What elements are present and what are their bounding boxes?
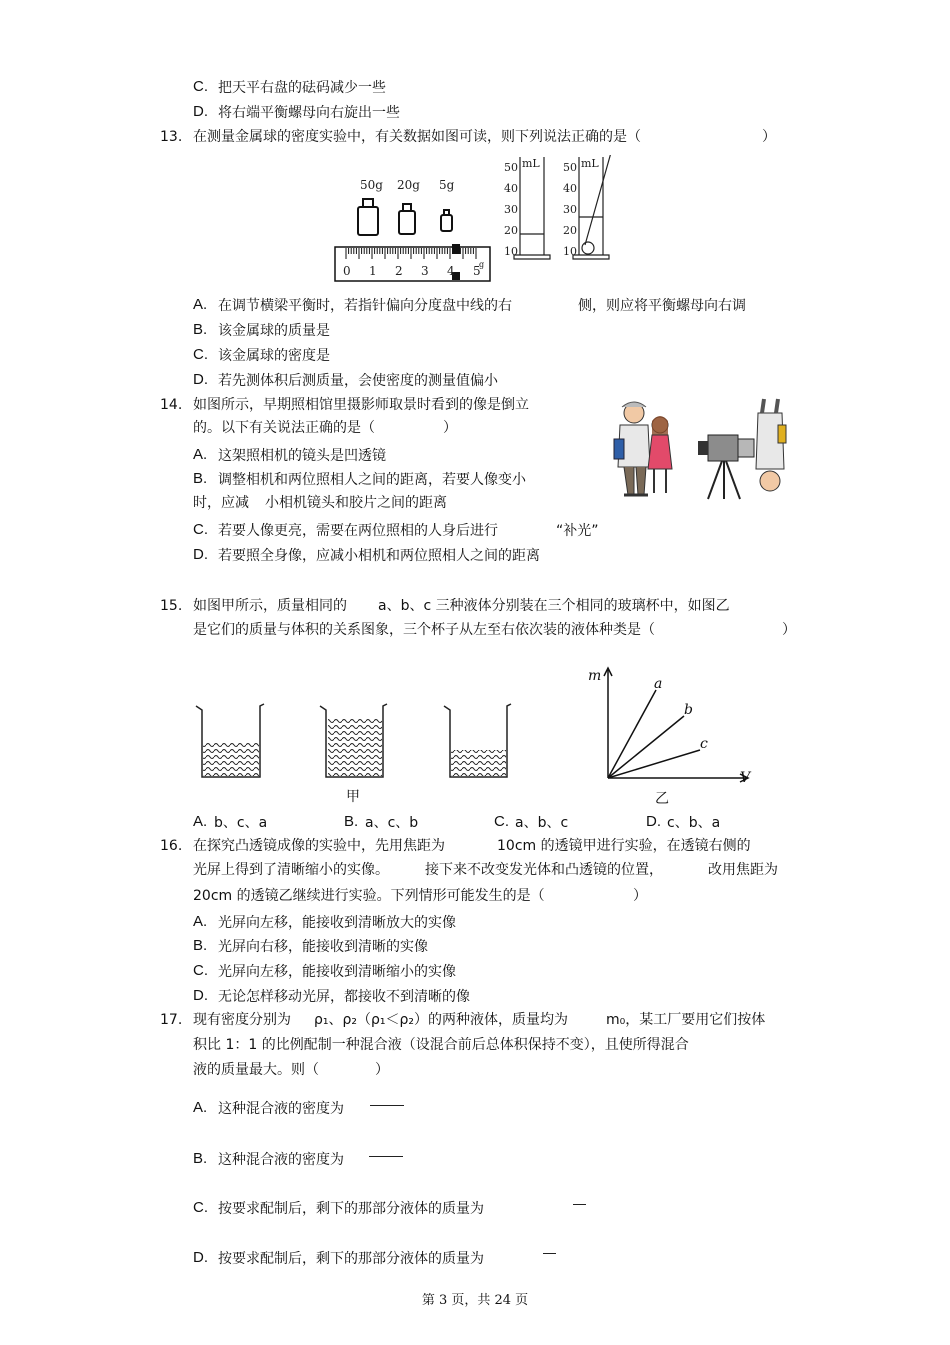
question-number: 17. [160, 1012, 183, 1028]
option-text: b、c、a [214, 815, 268, 831]
page-footer: 第 3 页，共 24 页 [421, 1293, 529, 1308]
svg-text:2: 2 [395, 264, 403, 278]
inverted-image-icon [756, 399, 786, 491]
question-stem: 接下来不改变发光体和凸透镜的位置， [425, 862, 663, 878]
answer-paren-close: ） [375, 1062, 389, 1078]
option-letter: B. [193, 321, 208, 338]
graph-line-b [608, 716, 684, 778]
option-letter: C. [193, 962, 208, 979]
option-letter: D. [193, 546, 208, 563]
svg-text:30: 30 [563, 203, 577, 216]
question-stem: 光屏上得到了清晰缩小的实像。 [193, 862, 389, 878]
graduated-cylinder-icon [514, 157, 550, 259]
fraction-bar [573, 1204, 586, 1205]
option-letter: D. [646, 813, 661, 830]
svg-text:50: 50 [504, 161, 518, 174]
answer-paren-close: ） [782, 622, 796, 638]
answer-paren-close: ） [443, 420, 457, 436]
option-letter: D. [193, 371, 208, 388]
svg-text:30: 30 [504, 203, 518, 216]
mass-volume-graph [580, 660, 760, 800]
option-text: 在调节横梁平衡时，若指针偏向分度盘中线的右 [218, 298, 512, 314]
svg-text:10: 10 [563, 245, 577, 258]
x-axis-label: V [740, 770, 751, 786]
camera-icon [698, 435, 754, 499]
graduated-cylinder-with-ball-icon [573, 155, 612, 259]
answer-paren-close: ） [762, 129, 776, 145]
option-letter: A. [193, 296, 208, 313]
question-stem: m₀，某工厂要用它们按体 [606, 1012, 766, 1028]
option-text: 将右端平衡螺母向右旋出一些 [218, 105, 400, 121]
question-stem: 的。以下有关说法正确的是（ [193, 420, 375, 436]
weight-label: 5g [439, 178, 455, 192]
svg-text:1: 1 [369, 264, 377, 278]
line-label-c: c [700, 736, 708, 752]
y-axis-label: m [588, 668, 602, 684]
weight-label: 20g [397, 178, 420, 192]
option-letter: A. [193, 913, 208, 930]
option-text: 时，应减 [193, 495, 249, 511]
svg-text:mL: mL [581, 157, 599, 170]
question-stem: 改用焦距为 [708, 862, 778, 878]
option-text: 这架照相机的镜头是凹透镜 [218, 448, 386, 464]
line-label-a: a [654, 676, 663, 692]
question-stem: a、b、c 三种液体分别装在三个相同的玻璃杯中，如图乙 [378, 598, 730, 614]
svg-text:3: 3 [421, 264, 429, 278]
question-stem: 在探究凸透镜成像的实验中，先用焦距为 [193, 838, 445, 854]
question-stem: 现有密度分别为 [193, 1012, 291, 1028]
svg-text:10: 10 [504, 245, 518, 258]
svg-text:40: 40 [504, 182, 518, 195]
option-letter: B. [193, 470, 208, 487]
option-text: 该金属球的质量是 [218, 323, 330, 339]
photographed-girl-icon [648, 416, 672, 493]
option-text: c、b、a [667, 815, 721, 831]
option-text: 若要人像更亮，需要在两位照相的人身后进行 [218, 523, 498, 539]
question-stem: 如图所示，早期照相馆里摄影师取景时看到的像是倒立 [193, 397, 529, 413]
question-stem: ρ₁、ρ₂（ρ₁＜ρ₂）的两种液体，质量均为 [314, 1012, 568, 1028]
option-text: 若要照全身像，应减小相机和两位照相人之间的距离 [218, 548, 540, 564]
option-letter: C. [193, 521, 208, 538]
question-stem: 如图甲所示，质量相同的 [193, 598, 347, 614]
option-text: 小相机镜头和胶片之间的距离 [265, 495, 447, 511]
option-text: 光屏向左移，能接收到清晰缩小的实像 [218, 964, 456, 980]
weights-icon [358, 199, 452, 235]
option-text: a、b、c [515, 815, 569, 831]
option-letter: C. [193, 78, 208, 95]
option-text: “补光” [556, 523, 599, 539]
question-stem: 积比 1：1 的比例配制一种混合液（设混合前后总体积保持不变），且使所得混合 [193, 1037, 689, 1053]
figure-label-jia: 甲 [346, 789, 360, 805]
question-number: 15. [160, 598, 183, 614]
weight-label: 50g [360, 178, 383, 192]
rider-icon [452, 244, 460, 254]
option-text: 若先测体积后测质量，会使密度的测量值偏小 [218, 373, 498, 389]
option-text: 按要求配制后，剩下的那部分液体的质量为 [218, 1201, 484, 1217]
question-stem: 10cm 的透镜甲进行实验，在透镜右侧的 [497, 838, 751, 854]
option-letter: D. [193, 103, 208, 120]
svg-text:g: g [479, 260, 485, 269]
option-letter: B. [193, 1150, 208, 1167]
option-text: 该金属球的密度是 [218, 348, 330, 364]
option-letter: A. [193, 1099, 208, 1116]
option-letter: C. [193, 1199, 208, 1216]
line-label-b: b [684, 702, 693, 718]
question-number: 14. [160, 397, 183, 413]
option-text: 光屏向左移，能接收到清晰放大的实像 [218, 915, 456, 931]
svg-text:0: 0 [343, 264, 351, 278]
option-letter: C. [193, 346, 208, 363]
photographed-man-icon [614, 402, 650, 495]
svg-text:40: 40 [563, 182, 577, 195]
beaker-left-icon [196, 704, 264, 777]
beaker-middle-icon [320, 704, 387, 777]
svg-text:20: 20 [563, 224, 577, 237]
question-stem: 是它们的质量与体积的关系图象，三个杯子从左至右依次装的液体种类是（ [193, 622, 655, 638]
option-text: 调整相机和两位照相人之间的距离，若要人像变小 [218, 472, 526, 488]
svg-text:mL: mL [522, 157, 540, 170]
option-text: 无论怎样移动光屏，都接收不到清晰的像 [218, 989, 470, 1005]
option-letter: D. [193, 1249, 208, 1266]
photo-studio-illustration [612, 395, 792, 505]
option-text: a、c、b [365, 815, 419, 831]
beaker-right-icon [444, 704, 511, 777]
svg-text:5: 5 [473, 264, 481, 278]
question-number: 16. [160, 838, 183, 854]
answer-paren-close: ） [633, 888, 647, 904]
option-letter: C. [494, 813, 509, 830]
svg-text:20: 20 [504, 224, 518, 237]
option-letter: A. [193, 446, 208, 463]
option-text: 这种混合液的密度为 [218, 1152, 344, 1168]
question-stem: 在测量金属球的密度实验中，有关数据如图可读，则下列说法正确的是（ [193, 129, 641, 145]
svg-text:50: 50 [563, 161, 577, 174]
fraction-bar [369, 1156, 403, 1157]
question-number: 13. [160, 129, 183, 145]
question-stem: 液的质量最大。则（ [193, 1062, 319, 1078]
option-text: 这种混合液的密度为 [218, 1101, 344, 1117]
option-letter: B. [344, 813, 359, 830]
svg-text:4: 4 [447, 264, 455, 278]
option-letter: B. [193, 937, 208, 954]
figure-label-yi: 乙 [655, 791, 669, 807]
balance-and-cylinder-figure [330, 155, 630, 290]
option-text: 光屏向右移，能接收到清晰的实像 [218, 939, 428, 955]
option-text: 按要求配制后，剩下的那部分液体的质量为 [218, 1251, 484, 1267]
option-text: 把天平右盘的砝码减少一些 [218, 80, 386, 96]
option-letter: A. [193, 813, 208, 830]
fraction-bar [370, 1105, 404, 1106]
question-stem: 20cm 的透镜乙继续进行实验。下列情形可能发生的是（ [193, 888, 545, 904]
fraction-bar [543, 1253, 556, 1254]
beam-scale [335, 247, 490, 281]
option-letter: D. [193, 987, 208, 1004]
option-text: 侧，则应将平衡螺母向右调 [578, 298, 746, 314]
